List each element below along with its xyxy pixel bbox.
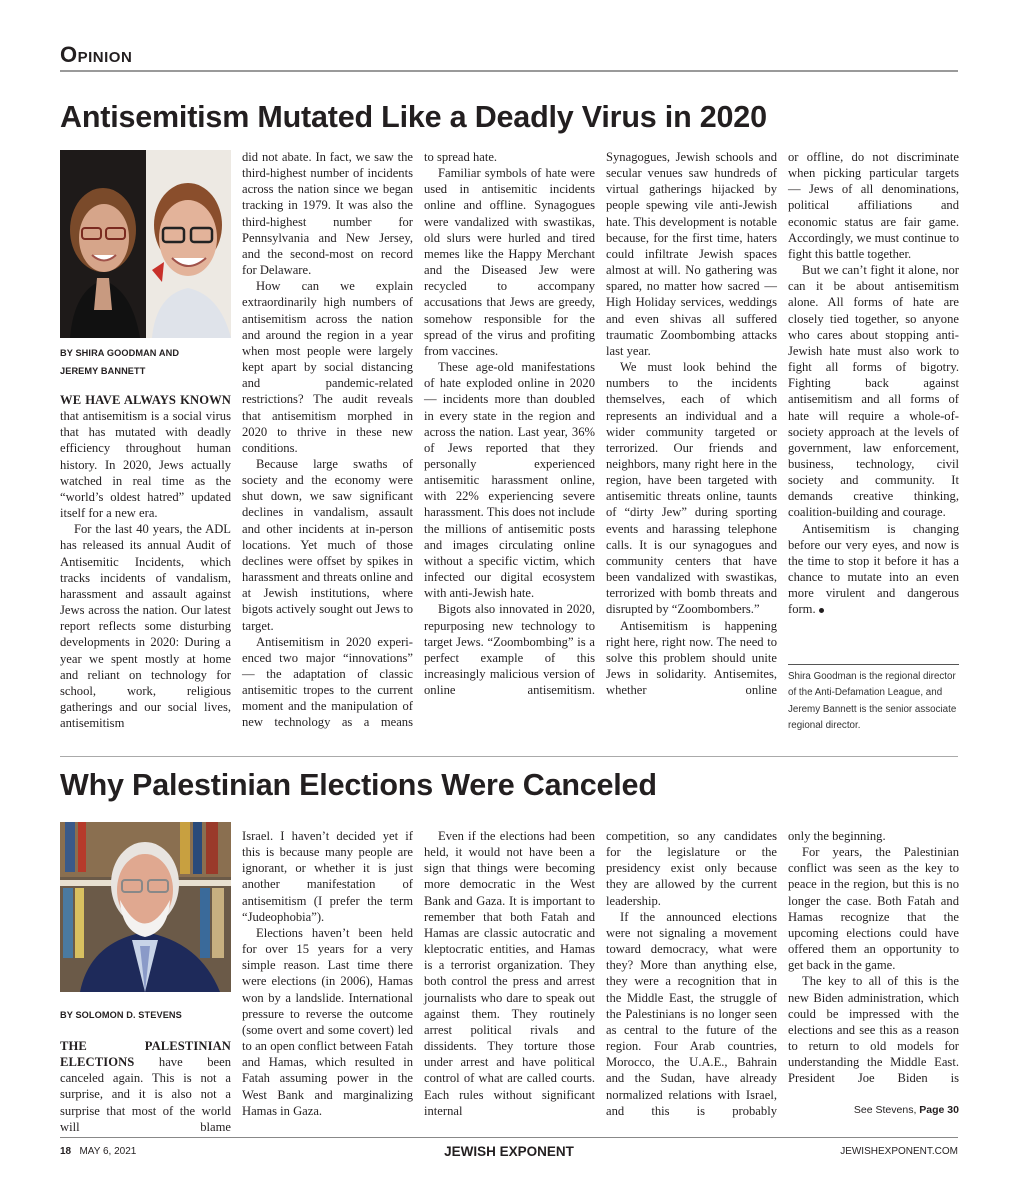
article-1-column-1	[60, 392, 231, 731]
paragraph: Israel. I haven’t decided yet if this is because many people are ignorant, or whether it is just another manifestation of antisemitism (I prefer the term “Judeophobia”).	[242, 829, 413, 924]
article-2-column-3	[424, 828, 595, 1119]
end-mark-icon	[819, 608, 824, 613]
paragraph: Because large swaths of society and the economy were shut down, we saw significant declines in vandalism, assault and other incidents at in-person locations. Yet much of those declines were offset by spikes in harassment and threats online and at Jewish institutions, where bigots actively sought out Jews to target.	[242, 456, 413, 633]
paragraph: only the beginning.	[788, 829, 886, 843]
paragraph: Bigots also innovated in 2020, repurposing new technology to target Jews. “Zoombombing” is a perfect example of this increasingly malicious version of online antisemitism.	[424, 602, 595, 698]
article-2-title: Why Palestinian Elections Were Canceled	[60, 768, 657, 802]
byline-line: JEREMY BANNETT	[60, 366, 146, 376]
author-photo-goodman-bannett	[60, 150, 231, 338]
website: JEWISHEXPONENT.COM	[840, 1146, 958, 1157]
paragraph: or offline, do not discriminate when picking particular targets — Jews of all denominations, political affiliations and economic status are fair game. Accordingly, we must continue to fight this battle together.	[788, 150, 959, 261]
paragraph: Antisemitism in 2020 experienced two major “innovations” — the adaptation of classic antisemitic tropes to the current moment and the manipulation of new technology as a means	[242, 634, 413, 730]
article-2-byline	[60, 1006, 231, 1024]
byline-line: BY SOLOMON D. STEVENS	[60, 1010, 182, 1020]
paragraph: How can we explain extraordinarily high numbers of antisemitism across the nation and around the region in a year when most people were largely kept apart by social distancing and pandemic-related restrictions? The audit reveals that antisemitism morphed in 2020 to thrive in these new conditions.	[242, 279, 413, 455]
continued-on-link[interactable]	[788, 1104, 959, 1116]
paragraph: But we can’t fight it alone, nor can it be about antisemitism alone. All forms of hate are closely tied together, so anyone who cares about stopping anti-Jewish hate must also work to fight all forms of bigotry. Fighting back against antisemitism and all forms of hate will require a whole-of-society approach at the levels of government, law enforcement, business, technology, civil society and community. It demands creative thinking, coalition-building and courage.	[788, 263, 959, 520]
article-2-column-1	[60, 1038, 231, 1135]
page-number: 18	[60, 1146, 72, 1157]
article-1-column-5	[788, 149, 959, 618]
paragraph: The key to all of this is the new Biden administration, which could be impressed with the elections and see this as a reason to return to old models for understanding the Middle East. President Joe Biden is	[788, 974, 959, 1086]
lead-in: THE PALESTINIAN ELECTIONS	[60, 1039, 231, 1070]
paragraph: THE PALESTINIAN ELECTIONS have been canceled again. This is not a surprise, and it is also not a surprise that most of the world will blame	[60, 1039, 231, 1134]
article-1-column-4	[606, 149, 777, 698]
paragraph: If the announced elections were not signaling a movement toward democracy, what were they? More than anything else, they were a recognition that in the Middle East, the struggle of the Palestinians is no longer seen as central to the future of the region. Four Arab countries, Morocco, the U.A.E., Bahrain and the Sudan, have already normalized relations with Israel, and this is probably	[606, 909, 777, 1118]
paragraph: WE HAVE ALWAYS KNOWN that antisemitism is a social virus that has mutated with deadly efficiency throughout human history. In 2020, Jews actually watched in real time as the “world’s oldest hatred” updated itself for a new era.	[60, 393, 231, 521]
paragraph: For the last 40 years, the ADL has released its annual Audit of Antisemitic Incidents, which tracks incidents of vandalism, harassment and assault against Jews across the nation. Our latest report reflects some disturbing developments in 2020: During a year we spent mostly at home and reliant on technology for school, work, religious gatherings and our social lives, antisemitism	[60, 522, 231, 731]
paragraph: Antisemitism is happening right here, right now. The need to solve this problem should unite Jews in solidarity. Antisemites, whether online	[606, 618, 777, 698]
paragraph: did not abate. In fact, we saw the third-highest number of incidents across the nation since we began tracking in 1979. It was also the third-highest number for Pennsylvania and New Jersey, and the second-most on record for Delaware.	[242, 150, 413, 278]
article-1-byline	[60, 344, 231, 380]
publication-name: JEWISH EXPONENT	[444, 1144, 574, 1159]
paragraph: to spread hate.	[424, 150, 498, 164]
article-divider	[60, 756, 958, 757]
lead-in: WE HAVE ALWAYS KNOWN	[60, 393, 231, 407]
section-divider	[60, 70, 958, 72]
footer-divider	[60, 1137, 958, 1138]
continued-page: Page 30	[919, 1104, 959, 1116]
article-2-column-5	[788, 828, 959, 1087]
paragraph: Familiar symbols of hate were used in antisemitic incidents online and offline. Synagogues were vandalized with swastikas, old slurs were hurled and tired memes like the Happy Merchant and the Diseased Jew were recycled to accompany accusations that Jews are greedy, somehow responsible for the spread of the virus and profiting from vaccines.	[424, 166, 595, 358]
paragraph: Even if the elections had been held, it would not have been a sign that things were becoming more democratic in the West Bank and Gaza. It is important to remember that both Fatah and Hamas are classic autocratic and kleptocratic entities, and Hamas is a terrorist organization. They both control the press and arrest journalists who dare to speak out against them. They routinely arrest political rivals and dissidents. They torture those under arrest and have political control of what are called courts. Each rules without significant internal	[424, 829, 595, 1118]
issue-date: MAY 6, 2021	[79, 1146, 137, 1157]
paragraph: These age-old manifestations of hate exploded online in 2020 — incidents more than doubled in every state in the region and across the nation. Last year, 36% of Jews reported that they personally experienced antisemitic harassment online, with 22% experiencing severe harassment. This does not include the millions of antisemitic posts and images circulating online without a specific victim, which infected our digital ecosystem with anti-Jewish hate.	[424, 360, 595, 601]
byline-line: BY SHIRA GOODMAN AND	[60, 348, 180, 358]
continued-prefix: See Stevens,	[853, 1104, 917, 1116]
article-2-column-4	[606, 828, 777, 1119]
author-photo-stevens	[60, 822, 231, 992]
article-1-column-3	[424, 149, 595, 698]
author-bio: Shira Goodman is the regional director of the Anti-Defamation League, and Jeremy Bannett is the senior associate regional director.	[788, 664, 959, 734]
article-1-title: Antisemitism Mutated Like a Deadly Virus in 2020	[60, 100, 767, 134]
paragraph: For years, the Palestinian conflict was seen as the key to peace in the region, but this is no longer the case. Both Fatah and Hamas recognize that the upcoming elections could have offered them an opportunity to get back in the game.	[788, 845, 959, 973]
paragraph: Antisemitism is changing before our very eyes, and now is the time to stop it before it has a chance to mutate into an even more virulent and dangerous form.	[788, 521, 959, 617]
article-1-column-2	[242, 149, 413, 731]
section-label: Opinion	[60, 42, 133, 67]
paragraph: competition, so any candidates for the legislature or the presidency exist only because they are allowed by the current leadership.	[606, 829, 777, 908]
article-2-column-2	[242, 828, 413, 1119]
paragraph: Elections haven’t been held for over 15 years for a very simple reason. Last time there were elections (in 2006), Hamas won by a landslide. International pressure to reverse the outcome (some overt and some covert) led to an open conflict between Fatah and Hamas, which resulted in Fatah assuming power in the West Bank and marginalizing Hamas in Gaza.	[242, 925, 413, 1118]
paragraph: Synagogues, Jewish schools and secular venues saw hundreds of virtual gatherings hijacked by people spewing vile anti-Jewish hate. This development is notable because, for the first time, haters could infiltrate Jewish spaces almost at will. No gathering was spared, no matter how sacred — High Holiday services, weddings and even shivas all suffered traumatic Zoombombing attacks last year.	[606, 150, 777, 358]
paragraph: We must look behind the numbers to the incidents themselves, each of which represents an individual and a wider community targeted or terrorized. Our friends and neighbors, many right here in the region, have been targeted with antisemitic threats online, taunts of “dirty Jew” during sporting events and harassing telephone calls. It is our synagogues and community centers that have been vandalized with swastikas, terrorized with bomb threats and disrupted by “Zoombombers.”	[606, 360, 777, 617]
